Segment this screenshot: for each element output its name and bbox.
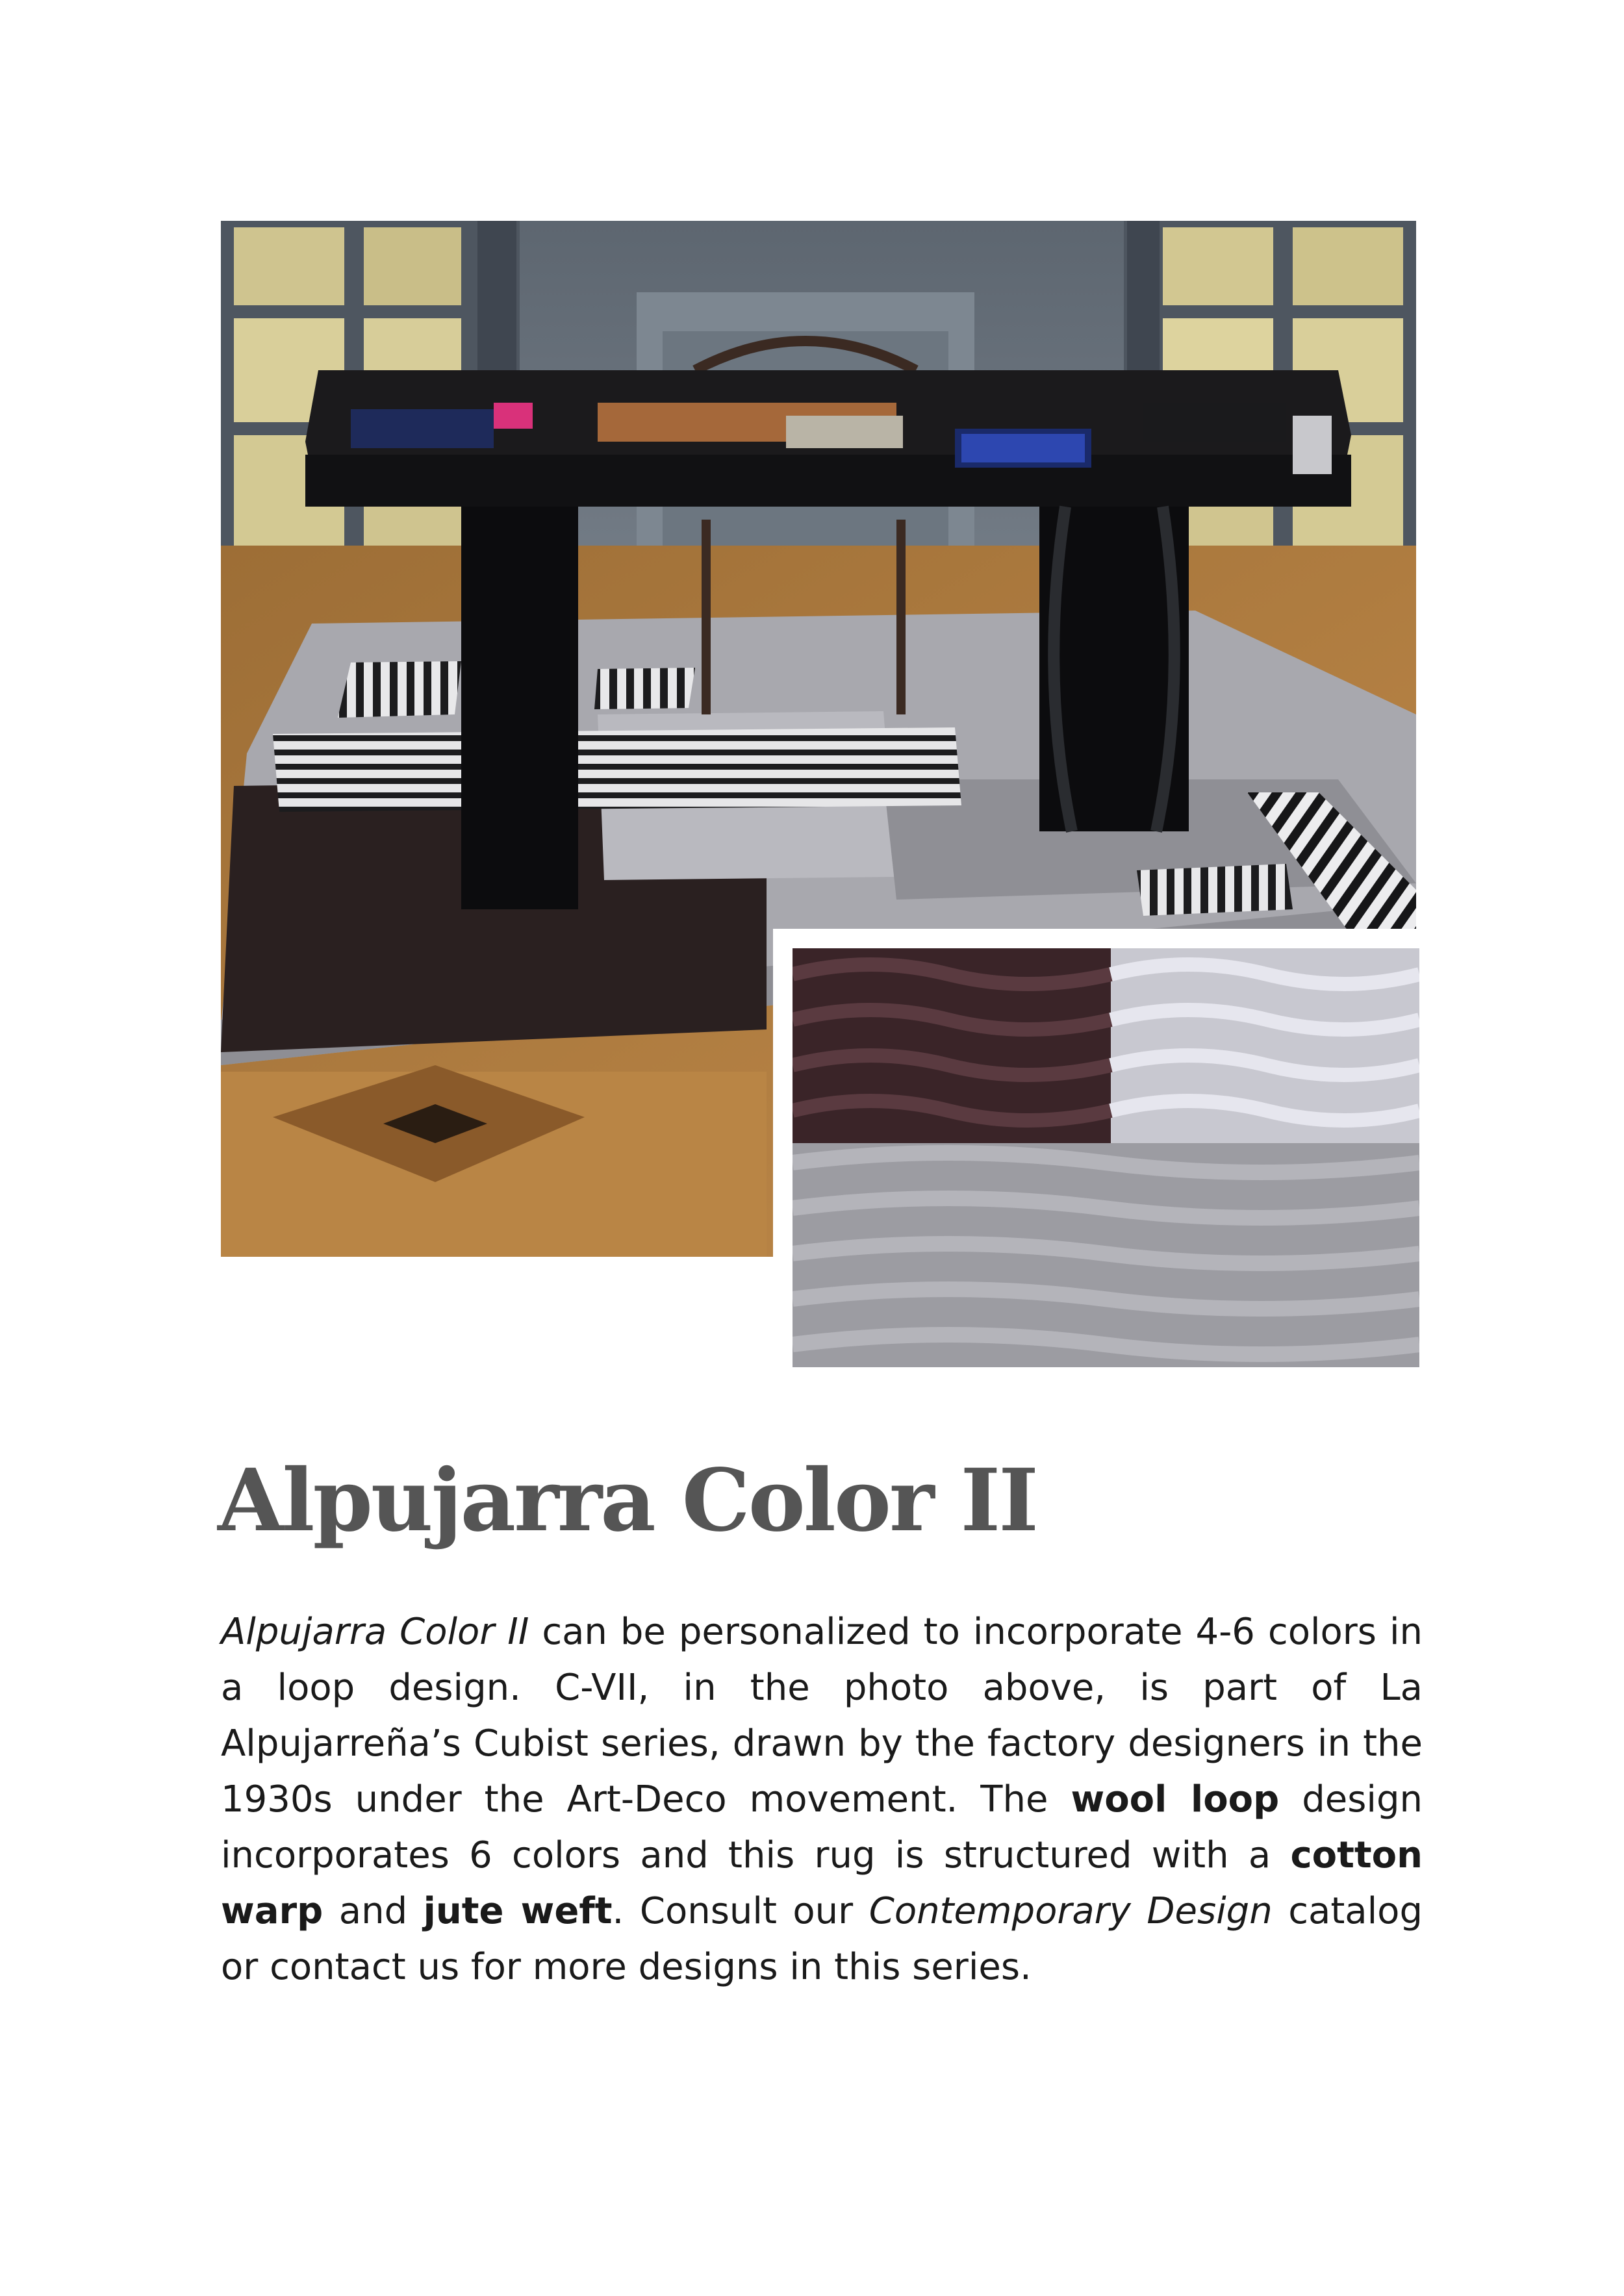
wool-loop-bold: wool loop [1071, 1778, 1280, 1821]
description-text: design incorporates 6 colors and this rug is structured with a [221, 1778, 1423, 1876]
detail-photo-frame [773, 929, 1429, 1377]
description-text: catalog or contact us for more designs in this series. [221, 1890, 1423, 1988]
catalog-name-italic: Contemporary Design [869, 1890, 1273, 1932]
description-text: . Consult our [612, 1890, 869, 1932]
jute-weft-bold: jute weft [423, 1890, 613, 1932]
cotton-warp-bold: cotton warp [221, 1834, 1423, 1932]
product-name-italic: Alpujarra Color II [221, 1611, 529, 1653]
product-description [221, 1604, 1423, 1995]
product-title: Alpujarra Color II [218, 1450, 1037, 1551]
description-text: and [323, 1890, 424, 1932]
wool-loop-detail-photo [793, 948, 1419, 1367]
description-text: can be personalized to incorporate 4-6 colors in a loop design. C-VII, in the photo above, is part of La Alpujarreña’s Cubist series, drawn by the factory designers in the 1930s under the Art-Deco movement. The [221, 1611, 1423, 1821]
